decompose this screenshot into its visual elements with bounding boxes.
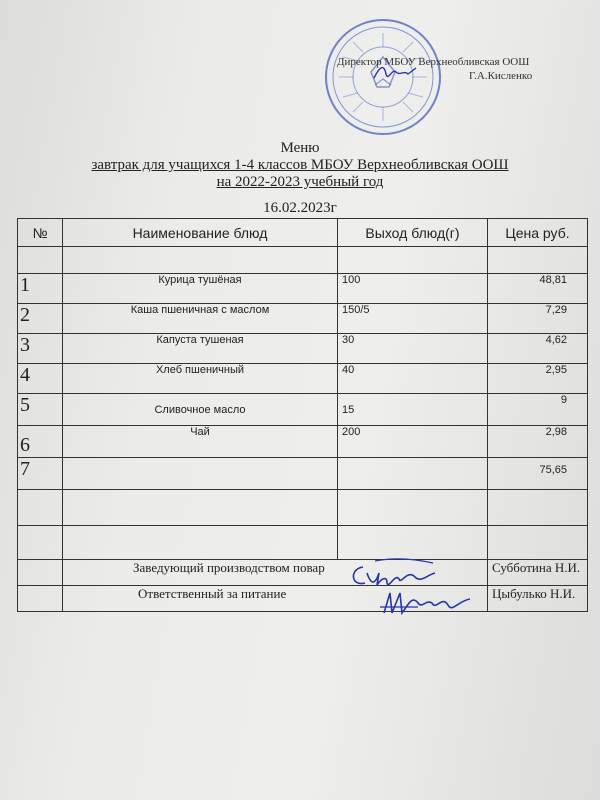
- signature-row-food: [18, 586, 588, 612]
- table-row: 2 Каша пшеничная с маслом 150/5 7,29: [18, 304, 588, 334]
- table-row-empty: [18, 247, 588, 274]
- col-header-output: Выход блюд(г): [338, 219, 488, 247]
- director-name: Г.А.Кисленко: [469, 70, 533, 82]
- food-role: Ответственный за питание: [63, 586, 488, 612]
- col-header-number: №: [18, 219, 63, 247]
- cook-role: Заведующий производством повар: [63, 560, 488, 586]
- table-row-total: 7 75,65: [18, 458, 588, 490]
- col-header-dish: Наименование блюд: [63, 219, 338, 247]
- table-row-empty: [18, 490, 588, 526]
- table-row: 5 Сливочное масло 15 9: [18, 394, 588, 426]
- table-row-empty: [18, 526, 588, 560]
- menu-subtitle-line1: завтрак для учащихся 1-4 классов МБОУ Верхнеобливская ООШ: [91, 157, 509, 173]
- food-name: Цыбулько Н.И.: [488, 586, 588, 612]
- menu-table: [17, 218, 588, 612]
- table-row: 4 Хлеб пшеничный 40 2,95: [18, 364, 588, 394]
- menu-header: [0, 140, 600, 191]
- cook-name: Субботина Н.И.: [488, 560, 588, 586]
- director-line: Директор МБОУ Верхнеобливская ООШ: [337, 56, 530, 68]
- menu-date: 16.02.2023г: [263, 200, 337, 216]
- menu-title: Меню: [280, 140, 320, 156]
- table-row: 6 Чай 200 2,98: [18, 426, 588, 458]
- table-row: 3 Капуста тушеная 30 4,62: [18, 334, 588, 364]
- approval-block: [337, 56, 533, 82]
- table-row: 1 Курица тушёная 100 48,81: [18, 274, 588, 304]
- col-header-price: Цена руб.: [488, 219, 588, 247]
- signature-row-cook: [18, 560, 588, 586]
- food-signature: [378, 585, 478, 620]
- table-header-row: [18, 219, 588, 247]
- menu-subtitle-line2: на 2022-2023 учебный год: [216, 174, 384, 190]
